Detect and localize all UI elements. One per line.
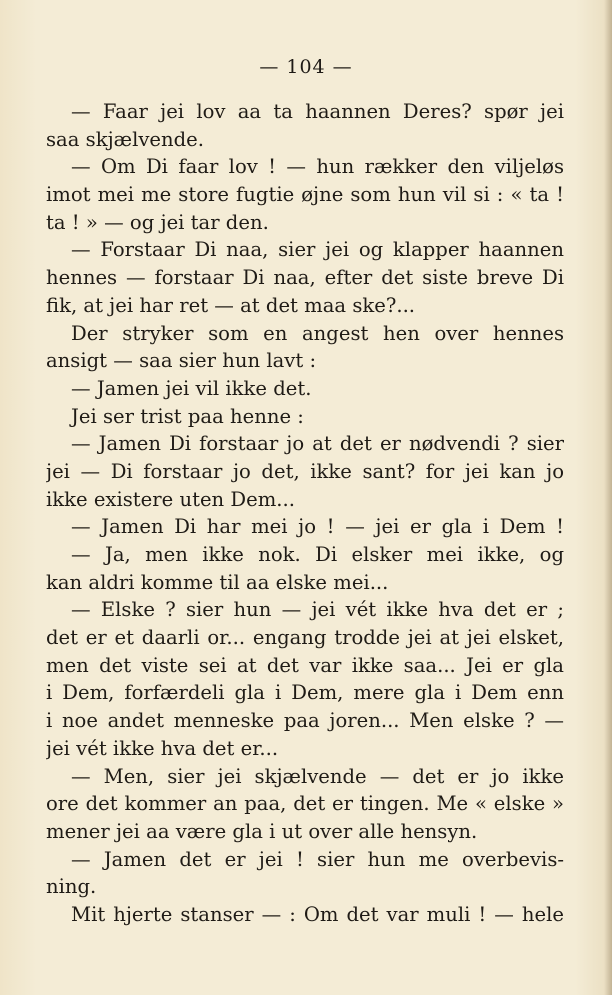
text-line: mener jei aa være gla i ut over alle hensyn. <box>46 819 478 843</box>
text-line: — Jamen Di har mei jo ! — jei er gla i Dem ! <box>71 515 564 539</box>
page-edge <box>604 0 612 995</box>
text-line: Jei ser trist paa henne : <box>71 404 304 428</box>
text-line: det er et daarli or... engang trodde jei at jei elsket, <box>46 626 564 650</box>
text-line: — Jamen det er jei ! sier hun me overbevis- <box>71 847 564 871</box>
text-line: Mit hjerte stanser — : Om det var muli ! — hele <box>71 902 564 926</box>
text-line: — Ja, men ikke nok. Di elsker mei ikke, og <box>71 543 564 566</box>
text-line: — Om Di faar lov ! — hun rækker den viljeløs <box>71 155 564 179</box>
text-line: ansigt — saa sier hun lavt : <box>46 349 317 373</box>
text-line: fik, at jei har ret — at det maa ske?... <box>46 293 416 317</box>
text-line: — Forstaar Di naa, sier jei og klapper haannen <box>71 238 564 262</box>
text-line: saa skjælvende. <box>46 127 204 151</box>
text-line: jei — Di forstaar jo det, ikke sant? for jei kan jo <box>46 459 564 483</box>
text-line: — Elske ? sier hun — jei vét ikke hva det er ; <box>71 598 564 622</box>
text-line: men det viste sei at det var ikke saa... Jei er gla <box>46 653 564 677</box>
text-line: kan aldri komme til aa elske mei... <box>46 570 389 594</box>
text-line: ning. <box>46 875 97 899</box>
body-text <box>46 98 564 929</box>
text-line: hennes — forstaar Di naa, efter det siste breve Di <box>46 266 564 290</box>
text-line: — Faar jei lov aa ta haannen Deres? spør jei <box>71 100 564 123</box>
text-line: — Jamen Di forstaar jo at det er nødvendi ? sier <box>71 432 564 456</box>
text-line: i Dem, forfærdeli gla i Dem, mere gla i Dem enn <box>46 681 564 705</box>
text-line: i noe andet menneske paa joren... Men elske ? — <box>46 709 564 733</box>
text-line: jei vét ikke hva det er... <box>46 736 279 760</box>
text-line: ore det kommer an paa, det er tingen. Me « elske » <box>46 792 564 816</box>
text-line: ta ! » — og jei tar den. <box>46 210 269 234</box>
text-line: ikke existere uten Dem... <box>46 487 295 511</box>
page-number: — 104 — <box>259 56 353 78</box>
text-line: — Jamen jei vil ikke det. <box>71 376 312 400</box>
text-line: imot mei me store fugtie øjne som hun vil si : « ta ! <box>46 183 564 207</box>
text-line: Der stryker som en angest hen over hennes <box>71 321 564 345</box>
text-line: — Men, sier jei skjælvende — det er jo ikke <box>71 764 564 788</box>
